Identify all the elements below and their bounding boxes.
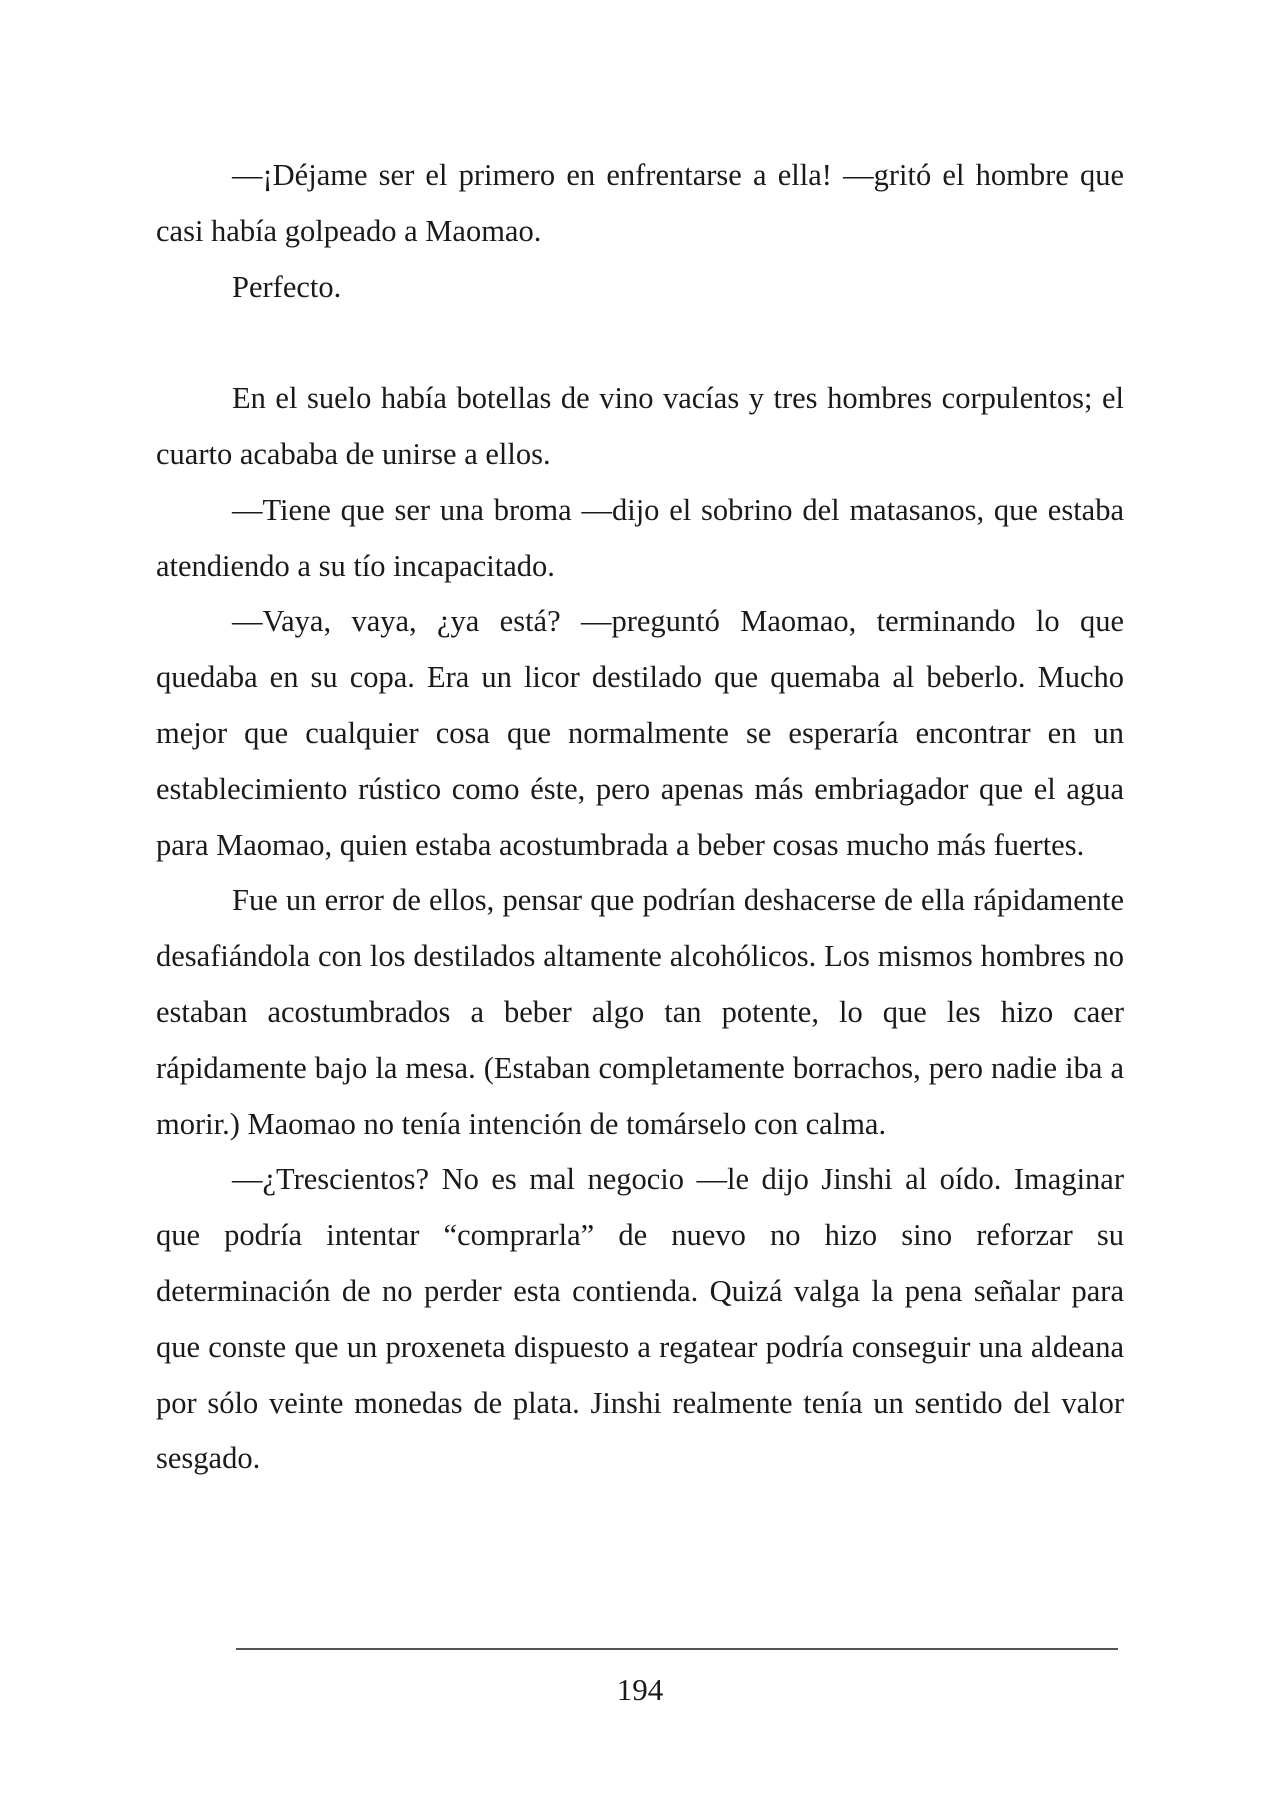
page-body <box>156 148 1124 1487</box>
page-number: 194 <box>616 1672 664 1707</box>
paragraph-5: —Vaya, vaya, ¿ya está? —preguntó Maomao, terminando lo que quedaba en su copa. Era un licor destilado que quemaba al beberlo. Mucho mejor que cualquier cosa que normalmente se esperaría encontrar en un establecimiento rústico como éste, pero apenas más embriagador que el agua para Maomao, quien estaba acostumbrada a beber cosas mucho más fuertes. <box>156 604 1124 862</box>
paragraph-6: Fue un error de ellos, pensar que podrían deshacerse de ella rápidamente desafiándola con los destilados altamente alcohólicos. Los mismos hombres no estaban acostumbrados a beber algo tan potente, lo que les hizo caer rápidamente bajo la mesa. (Estaban completamente borrachos, pero nadie iba a morir.) Maomao no tenía intención de tomárselo con calma. <box>156 883 1124 1141</box>
paragraph-7: —¿Trescientos? No es mal negocio —le dijo Jinshi al oído. Imaginar que podría intentar “comprarla” de nuevo no hizo sino reforzar su determinación de no perder esta contienda. Quizá valga la pena señalar para que conste que un proxeneta dispuesto a regatear podría conseguir una aldeana por sólo veinte monedas de plata. Jinshi realmente tenía un sentido del valor sesgado. <box>156 1162 1124 1476</box>
paragraph-1: —¡Déjame ser el primero en enfrentarse a ella! —gritó el hombre que casi había golpeado a Maomao. <box>156 158 1124 248</box>
paragraph-2: Perfecto. <box>232 269 342 304</box>
footer-divider <box>236 1648 1118 1650</box>
paragraph-3: En el suelo había botellas de vino vacías y tres hombres corpulentos; el cuarto acababa de unirse a ellos. <box>156 381 1124 471</box>
paragraph-4: —Tiene que ser una broma —dijo el sobrino del matasanos, que estaba atendiendo a su tío incapacitado. <box>156 492 1124 583</box>
